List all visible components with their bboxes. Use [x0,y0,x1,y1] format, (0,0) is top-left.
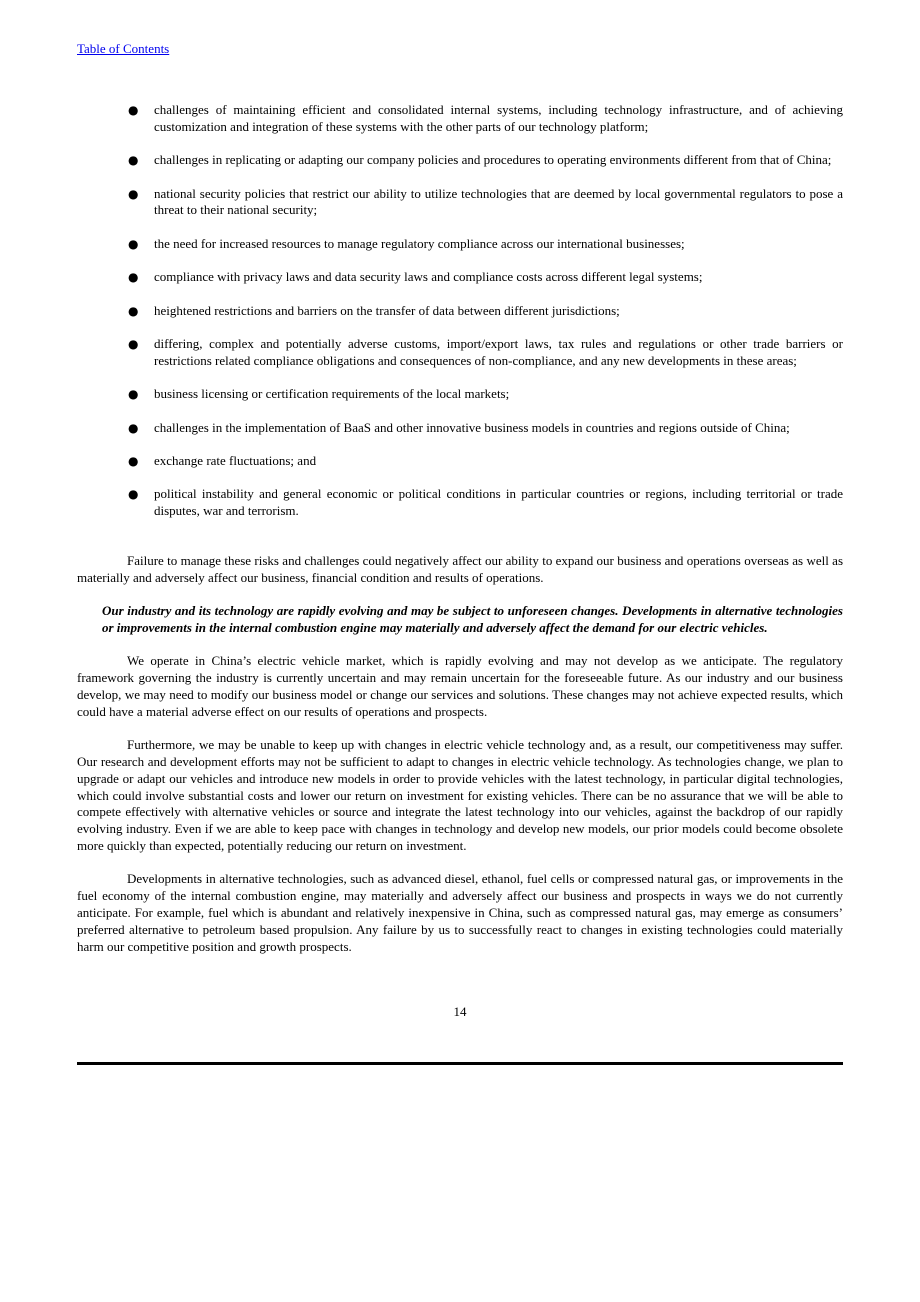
bullet-icon: ● [128,103,139,117]
table-of-contents-link[interactable]: Table of Contents [77,41,170,56]
bullet-icon: ● [128,336,139,351]
technology-paragraph: Furthermore, we may be unable to keep up with changes in electric vehicle technology and, as a result, our competitiveness may suffer. Our research and development efforts may not be sufficient to adapt to changes in electric vehicle technology. As technologies change, we plan to upgrade or adapt our vehicles and introduce new models in order to provide vehicles with the latest technology, in particular digital technologies, which could involve substantial costs and lower our return on investment for existing vehicles. There can be no assurance that we will be able to compete effectively with alternative vehicles or source and integrate the latest technology into our vehicles, against the backdrop of our rapidly evolving industry. Even if we are able to keep pace with changes in technology and develop new models, our prior models could become obsolete more quickly than expected, potentially reducing our return on investment. [77,737,843,853]
bullet-icon: ● [128,186,139,201]
alternatives-paragraph: Developments in alternative technologies, such as advanced diesel, ethanol, fuel cells or compressed natural gas, or improvements in the fuel economy of the internal combustion engine, may materially and adversely affect our business and prospects in ways we do not currently anticipate. For example, fuel which is abundant and relatively inexpensive in China, such as compressed natural gas, may emerge as consumers’ preferred alternative to petroleum based propulsion. Any failure by us to successfully react to changes in existing technologies could materially harm our competitive position and growth prospects. [77,871,843,954]
list-item [77,336,843,370]
risk-bullet-list [77,102,843,536]
risk-factor-heading: Our industry and its technology are rapidly evolving and may be subject to unforeseen changes. Developments in alternative technologies or improvements in the internal combustion engine may materially and adversely affect the demand for our electric vehicles. [102,603,843,635]
list-item [77,186,843,220]
page-divider [77,1062,843,1065]
list-item [77,453,843,470]
list-item [77,269,843,286]
bullet-icon: ● [128,236,139,251]
failure-paragraph: Failure to manage these risks and challenges could negatively affect our ability to expand our business and operations overseas as well as materially and adversely affect our business, financial condition and results of operations. [77,553,843,585]
bullet-text: challenges of maintaining efficient and consolidated internal systems, including technology infrastructure, and of achieving customization and integration of these systems with the other parts of our technology platform; [154,102,843,134]
bullet-text: heightened restrictions and barriers on the transfer of data between different jurisdictions; [154,302,620,318]
bullet-text: exchange rate fluctuations; and [154,452,317,468]
bullet-icon: ● [128,420,139,435]
list-item [77,152,843,169]
bullet-text: challenges in replicating or adapting our company policies and procedures to operating environments different from that of China; [154,152,832,168]
bullet-icon: ● [128,487,139,502]
list-item [77,236,843,253]
bullet-text: the need for increased resources to manage regulatory compliance across our international businesses; [154,235,685,251]
bullet-icon: ● [128,270,139,285]
list-item [77,486,843,520]
bullet-text: compliance with privacy laws and data security laws and compliance costs across different legal systems; [154,269,703,285]
bullet-text: differing, complex and potentially adverse customs, import/export laws, tax rules and regulations or other trade barriers or restrictions related compliance obligations and consequences of non-compliance, and any new developments in these areas; [154,335,843,368]
bullet-text: national security policies that restrict our ability to utilize technologies that are deemed by local governmental regulators to pose a threat to their national security; [154,185,843,218]
list-item [77,102,843,136]
bullet-icon: ● [128,303,139,318]
list-item [77,303,843,320]
bullet-icon: ● [128,387,139,402]
page-number: 14 [453,1004,467,1019]
list-item [77,386,843,403]
body-text [77,553,843,972]
bullet-text: business licensing or certification requirements of the local markets; [154,386,510,402]
market-paragraph: We operate in China’s electric vehicle market, which is rapidly evolving and may not develop as we anticipate. The regulatory framework governing the industry is currently uncertain and may remain uncertain for the foreseeable future. As our industry and our business develop, we may need to modify our business model or change our services and solutions. These changes may not achieve expected results, which could have a material adverse effect on our results of operations and prospects. [77,653,843,719]
bullet-text: political instability and general economic or political conditions in particular countries or regions, including territorial or trade disputes, war and terrorism. [154,486,843,519]
bullet-icon: ● [128,153,139,168]
bullet-icon: ● [128,453,139,468]
bullet-text: challenges in the implementation of BaaS and other innovative business models in countries and regions outside of China; [154,419,790,435]
list-item [77,420,843,437]
